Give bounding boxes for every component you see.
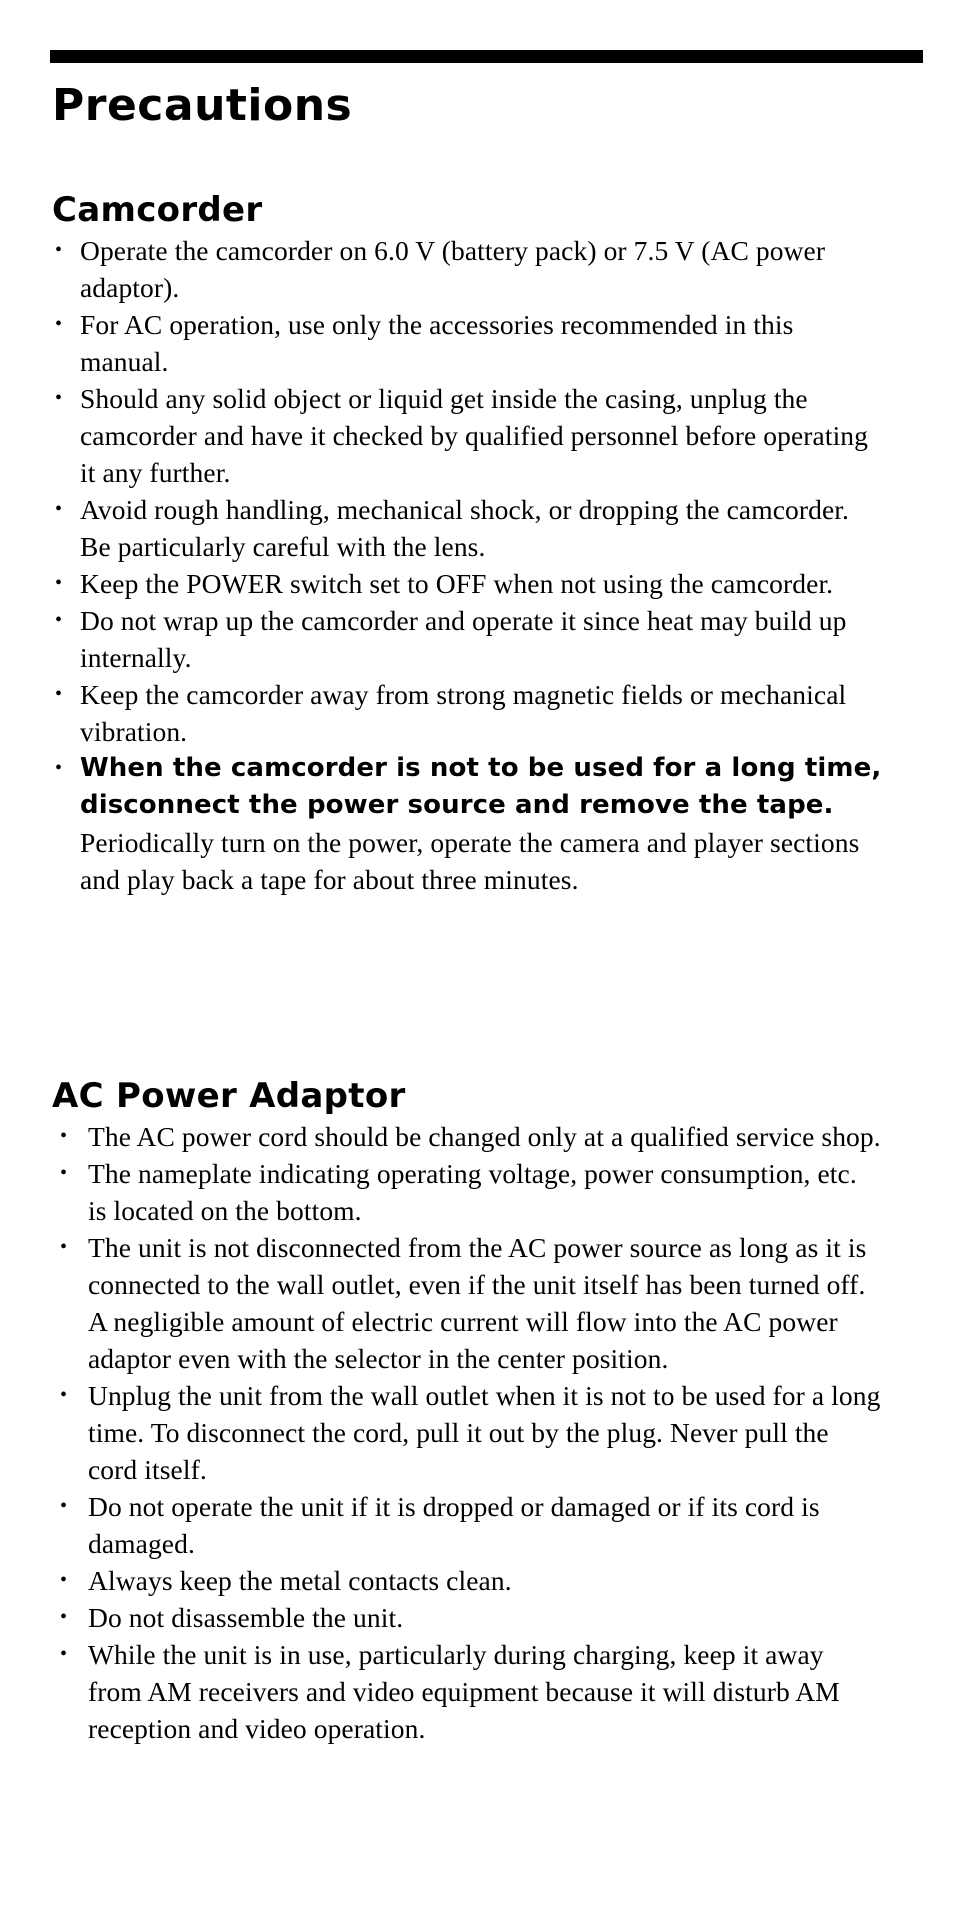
list-item: • Always keep the metal contacts clean. bbox=[52, 1562, 882, 1599]
adaptor-list bbox=[52, 1118, 882, 1747]
list-item: • Do not operate the unit if it is dropped or damaged or if its cord is damaged. bbox=[52, 1488, 882, 1562]
bullet-icon: • bbox=[60, 1643, 68, 1665]
list-item: • While the unit is in use, particularly during charging, keep it away from AM receivers and video equipment because it will disturb AM reception and video operation. bbox=[52, 1636, 882, 1747]
list-item: • Unplug the unit from the wall outlet when it is not to be used for a long time. To disconnect the cord, pull it out by the plug. Never pull the cord itself. bbox=[52, 1377, 882, 1488]
list-item: • Do not disassemble the unit. bbox=[52, 1599, 882, 1636]
bullet-icon: • bbox=[55, 498, 63, 520]
camcorder-section bbox=[52, 188, 882, 898]
bullet-icon: • bbox=[60, 1606, 68, 1628]
list-item-storage bbox=[52, 750, 882, 898]
list-item: • Avoid rough handling, mechanical shock, or dropping the camcorder. Be particularly careful with the lens. bbox=[52, 491, 882, 565]
list-item: • Keep the POWER switch set to OFF when not using the camcorder. bbox=[52, 565, 882, 602]
list-item: • Should any solid object or liquid get inside the casing, unplug the camcorder and have it checked by qualified personnel before operating it any further. bbox=[52, 380, 882, 491]
bullet-icon: • bbox=[60, 1125, 68, 1147]
bullet-icon: • bbox=[55, 313, 63, 335]
bullet-icon: • bbox=[60, 1495, 68, 1517]
storage-warning: When the camcorder is not to be used for a long time, disconnect the power source and remove the tape. bbox=[80, 753, 882, 820]
storage-note: Periodically turn on the power, operate the camera and player sections and play back a tape for about three minutes. bbox=[80, 827, 860, 895]
top-rule bbox=[50, 50, 923, 63]
bullet-icon: • bbox=[55, 609, 63, 631]
bullet-icon: • bbox=[55, 387, 63, 409]
bullet-icon: • bbox=[55, 683, 63, 705]
list-item: • Keep the camcorder away from strong magnetic fields or mechanical vibration. bbox=[52, 676, 882, 750]
page-title: Precautions bbox=[52, 80, 353, 131]
bullet-icon: • bbox=[60, 1236, 68, 1258]
camcorder-list bbox=[52, 232, 882, 898]
bullet-icon: • bbox=[60, 1162, 68, 1184]
list-item: • The nameplate indicating operating voltage, power consumption, etc. is located on the bottom. bbox=[52, 1155, 882, 1229]
list-item: • For AC operation, use only the accessories recommended in this manual. bbox=[52, 306, 882, 380]
bullet-icon: • bbox=[60, 1384, 68, 1406]
camcorder-heading: Camcorder bbox=[52, 190, 263, 230]
list-item: • The unit is not disconnected from the AC power source as long as it is connected to the wall outlet, even if the unit itself has been turned off. A negligible amount of electric current will flow into the AC power adaptor even with the selector in the center position. bbox=[52, 1229, 882, 1377]
adaptor-heading: AC Power Adaptor bbox=[52, 1076, 406, 1116]
list-item: • Do not wrap up the camcorder and operate it since heat may build up internally. bbox=[52, 602, 882, 676]
bullet-icon: • bbox=[55, 572, 63, 594]
list-item: • Operate the camcorder on 6.0 V (battery pack) or 7.5 V (AC power adaptor). bbox=[52, 232, 882, 306]
list-item: • The AC power cord should be changed only at a qualified service shop. bbox=[52, 1118, 882, 1155]
bullet-icon: • bbox=[60, 1569, 68, 1591]
bullet-icon: • bbox=[55, 757, 63, 779]
adaptor-section bbox=[52, 1074, 882, 1747]
bullet-icon: • bbox=[55, 239, 63, 261]
